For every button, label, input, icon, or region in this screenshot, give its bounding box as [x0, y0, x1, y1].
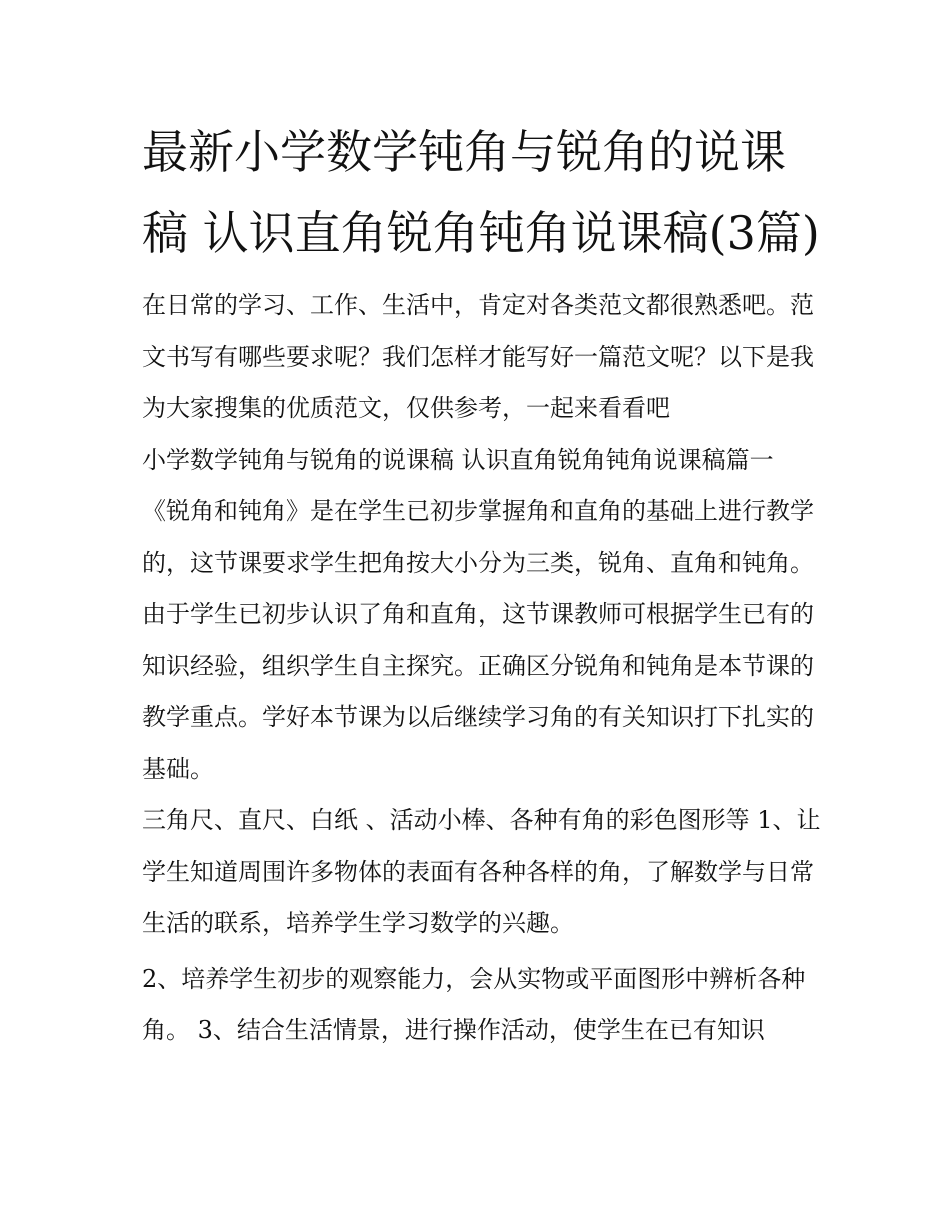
document-page [142, 112, 822, 1057]
paragraph-section-heading: 小学数学钝角与锐角的说课稿 认识直角锐角钝角说课稿篇一 [142, 445, 774, 474]
document-title: 最新小学数学钝角与锐角的说课稿 认识直角锐角钝角说课稿(3篇) [142, 125, 820, 260]
paragraph-lesson-overview: 《锐角和钝角》是在学生已初步掌握角和直角的基础上进行教学的，这节课要求学生把角按大小分为三类，锐角、直角和钝角。由于学生已初步认识了角和直角，这节课教师可根据学生已有的知识经验，组织学生自主探究。正确区分锐角和钝角是本节课的教学重点。学好本节课为以后继续学习角的有关知识打下扎实的基础。 [142, 497, 814, 783]
paragraph-materials-goal-1: 三角尺、直尺、白纸 、活动小棒、各种有角的彩色图形等 1、让学生知道周围许多物体的表面有各种各样的角，了解数学与日常生活的联系，培养学生学习数学的兴趣。 [142, 806, 821, 937]
document-body [142, 280, 822, 1057]
paragraph-intro: 在日常的学习、工作、生活中，肯定对各类范文都很熟悉吧。范文书写有哪些要求呢？我们怎样才能写好一篇范文呢？以下是我为大家搜集的优质范文，仅供参考，一起来看看吧 [142, 291, 814, 422]
paragraph-goals-2-3: 2、培养学生初步的观察能力，会从实物或平面图形中辨析各种角。 3、结合生活情景，进行操作活动，使学生在已有知识 [142, 964, 806, 1044]
